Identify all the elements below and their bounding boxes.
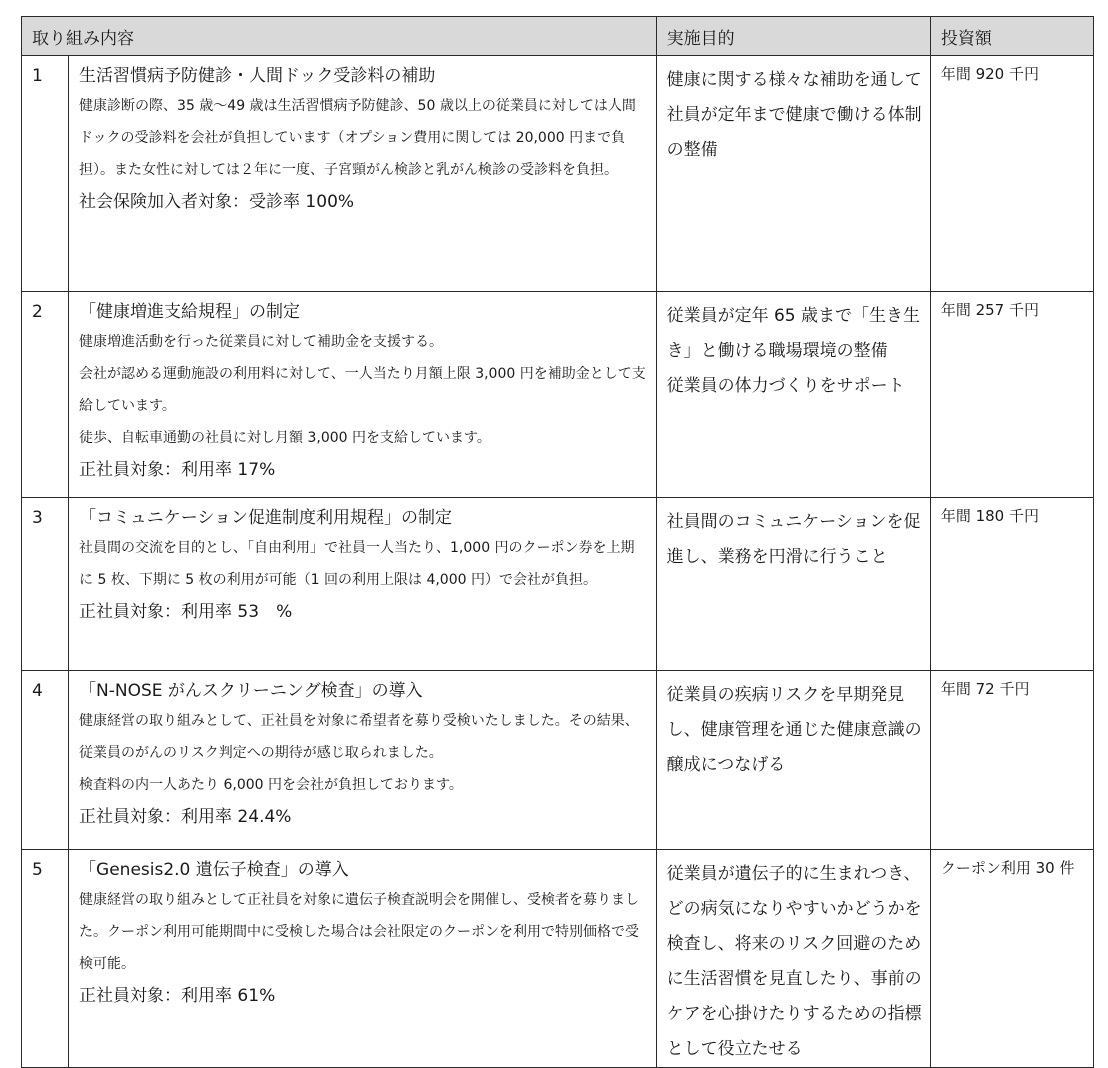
initiative-description: 健康経営の取り組みとして、正社員を対象に希望者を募り受検いたしました。その結果、従業員のがんのリスク判定への期待が感じ取られました。 検査料の内一人あたり 6,000 円を会社が負担しております。 — [79, 713, 639, 793]
usage-stat: 社会保険加入者対象：受診率 100% — [79, 192, 355, 212]
investment-cell: 年間 920 千円 — [930, 56, 1093, 292]
purpose-cell: 健康に関する様々な補助を通して社員が定年まで健康で働ける体制の整備 — [656, 56, 930, 292]
header-purpose: 実施目的 — [656, 17, 930, 56]
initiative-description: 社員間の交流を目的とし、「自由利用」で社員一人当たり、1,000 円のクーポン券を上期に 5 枚、下期に 5 枚の利用が可能（1 回の利用上限は 4,000 円）で会社が負担。 — [79, 540, 635, 588]
row-number: 3 — [22, 498, 69, 671]
table-row — [22, 292, 1094, 498]
header-row — [22, 17, 1094, 56]
row-number: 1 — [22, 56, 69, 292]
header-content: 取り組み内容 — [22, 17, 657, 56]
table-row — [22, 498, 1094, 671]
initiative-title: 「Genesis2.0 遺伝子検査」の導入 — [79, 860, 349, 880]
usage-stat: 正社員対象：利用率 17% — [79, 460, 276, 480]
table-row — [22, 56, 1094, 292]
investment-cell: 年間 257 千円 — [930, 292, 1093, 498]
purpose-cell: 従業員の疾病リスクを早期発見し、健康管理を通じた健康意識の醸成につなげる — [656, 671, 930, 850]
initiative-title: 「健康増進支給規程」の制定 — [79, 302, 301, 322]
table-row — [22, 671, 1094, 850]
investment-cell: 年間 72 千円 — [930, 671, 1093, 850]
initiative-description: 健康経営の取り組みとして正社員を対象に遺伝子検査説明会を開催し、受検者を募りました。クーポン利用可能期間中に受検した場合は会社限定のクーポンを利用で特別価格で受検可能。 — [79, 892, 640, 972]
initiative-description: 健康増進活動を行った従業員に対して補助金を支援する。 会社が認める運動施設の利用料に対して、一人当たり月額上限 3,000 円を補助金として支給しています。 徒歩、自転車通勤の社員に対し月額 3,000 円を支給しています。 — [79, 334, 646, 446]
initiatives-table — [21, 16, 1094, 1068]
row-number: 4 — [22, 671, 69, 850]
header-investment: 投資額 — [930, 17, 1093, 56]
content-cell — [69, 56, 657, 292]
table-row — [22, 850, 1094, 1068]
initiative-title: 「コミュニケーション促進制度利用規程」の制定 — [79, 508, 453, 528]
initiative-title: 「N-NOSE がんスクリーニング検査」の導入 — [79, 681, 423, 701]
usage-stat: 正社員対象：利用率 53 % — [79, 602, 293, 622]
investment-cell: クーポン利用 30 件 — [930, 850, 1093, 1068]
investment-cell: 年間 180 千円 — [930, 498, 1093, 671]
content-cell — [69, 671, 657, 850]
initiative-description: 健康診断の際、35 歳～49 歳は生活習慣病予防健診、50 歳以上の従業員に対しては人間ドックの受診料を会社が負担しています（オプション費用に関しては 20,000 円まで負担）。また女性に対しては２年に一度、子宮頸がん検診と乳がん検診の受診料を負担。 — [79, 98, 636, 178]
initiative-title: 生活習慣病予防健診・人間ドック受診料の補助 — [79, 66, 436, 86]
usage-stat: 正社員対象：利用率 61% — [79, 986, 276, 1006]
purpose-cell: 社員間のコミュニケーションを促進し、業務を円滑に行うこと — [656, 498, 930, 671]
content-cell — [69, 292, 657, 498]
row-number: 2 — [22, 292, 69, 498]
content-cell — [69, 498, 657, 671]
purpose-cell: 従業員が定年 65 歳まで「生き生き」と働ける職場環境の整備 従業員の体力づくりをサポート — [656, 292, 930, 498]
row-number: 5 — [22, 850, 69, 1068]
purpose-cell: 従業員が遺伝子的に生まれつき、どの病気になりやすいかどうかを検査し、将来のリスク回避のために生活習慣を見直したり、事前のケアを心掛けたりするための指標として役立たせる — [656, 850, 930, 1068]
content-cell — [69, 850, 657, 1068]
usage-stat: 正社員対象：利用率 24.4% — [79, 807, 292, 827]
